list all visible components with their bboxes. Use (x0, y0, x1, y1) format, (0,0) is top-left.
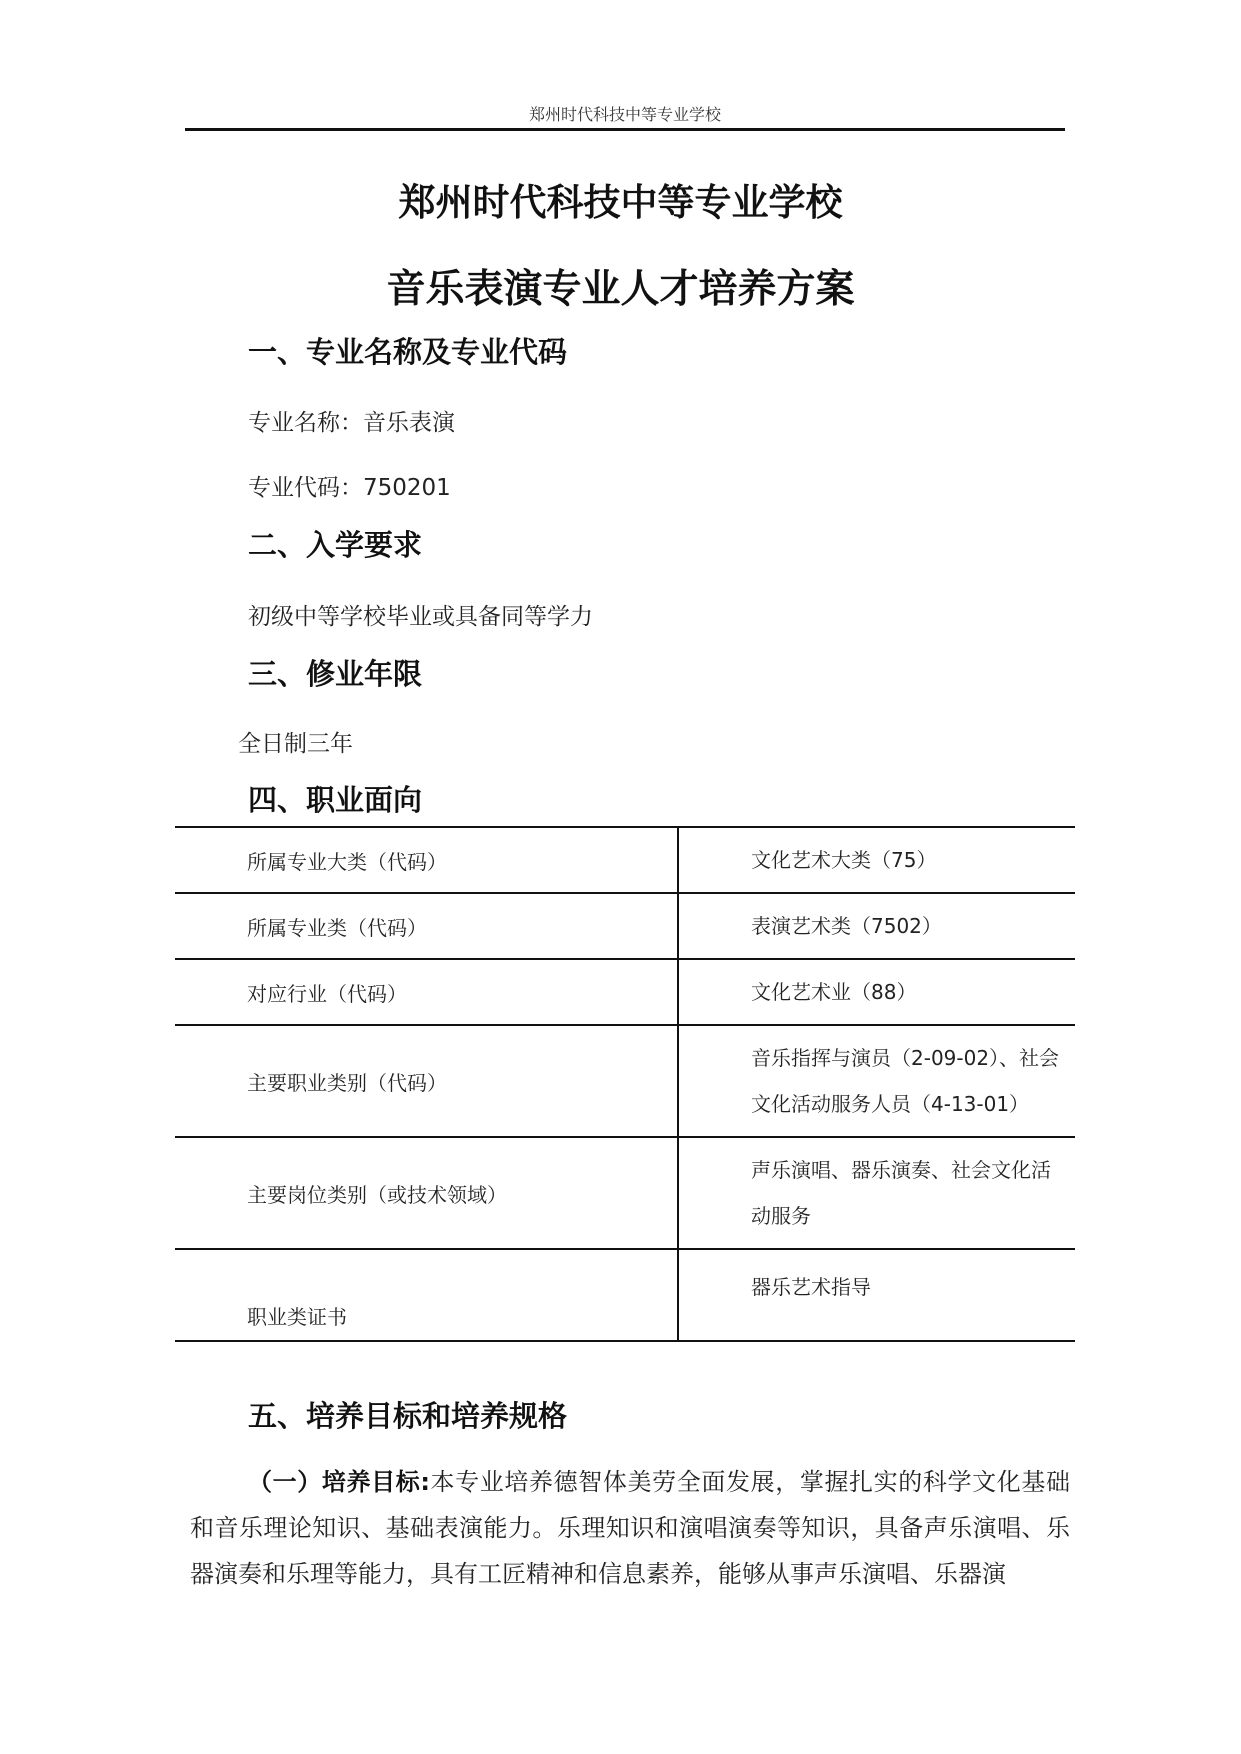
table-row (175, 1025, 1075, 1137)
study-duration: 全日制三年 (238, 731, 353, 757)
row-value: 声乐演唱、器乐演奏、社会文化活动服务 (678, 1137, 1075, 1249)
row-value: 文化艺术大类（75） (678, 827, 1075, 893)
admission-requirement: 初级中等学校毕业或具备同等学力 (248, 604, 593, 630)
section-heading-1: 一、专业名称及专业代码 (248, 335, 568, 369)
section-heading-3: 三、修业年限 (248, 657, 423, 691)
training-goal-label: （一）培养目标: (248, 1468, 430, 1496)
row-label: 主要职业类别（代码） (175, 1025, 678, 1137)
training-goal-text: 本专业培养德智体美劳全面发展，掌握扎实的科学文化基础和音乐理论知识、基础表演能力。乐理知识和演唱演奏等知识，具备声乐演唱、乐器演奏和乐理等能力，具有工匠精神和信息素养，能够从事声乐演唱、乐器演 (190, 1468, 1071, 1588)
row-label: 所属专业大类（代码） (175, 827, 678, 893)
row-label: 所属专业类（代码） (175, 893, 678, 959)
row-value: 音乐指挥与演员（2-09-02）、社会文化活动服务人员（4-13-01） (678, 1025, 1075, 1137)
running-header: 郑州时代科技中等专业学校 (528, 105, 721, 124)
table-row (175, 1137, 1075, 1249)
row-label: 职业类证书 (175, 1249, 678, 1341)
row-label: 主要岗位类别（或技术领域） (175, 1137, 678, 1249)
row-value: 器乐艺术指导 (678, 1249, 1075, 1341)
major-code: 专业代码：750201 (248, 475, 451, 501)
table-row (175, 893, 1075, 959)
document-title-plan: 音乐表演专业人才培养方案 (386, 266, 855, 312)
document-title-school: 郑州时代科技中等专业学校 (398, 180, 843, 224)
training-goal-paragraph (190, 1459, 1070, 1597)
table-row (175, 959, 1075, 1025)
table-row (175, 827, 1075, 893)
section-heading-2: 二、入学要求 (248, 528, 423, 562)
table-row (175, 1249, 1075, 1341)
row-label: 对应行业（代码） (175, 959, 678, 1025)
section-heading-4: 四、职业面向 (248, 783, 423, 817)
section-heading-5: 五、培养目标和培养规格 (248, 1399, 568, 1433)
row-value: 表演艺术类（7502） (678, 893, 1075, 959)
header-rule (185, 128, 1065, 131)
major-name: 专业名称：音乐表演 (248, 410, 455, 436)
occupation-table (175, 826, 1075, 1342)
row-value: 文化艺术业（88） (678, 959, 1075, 1025)
